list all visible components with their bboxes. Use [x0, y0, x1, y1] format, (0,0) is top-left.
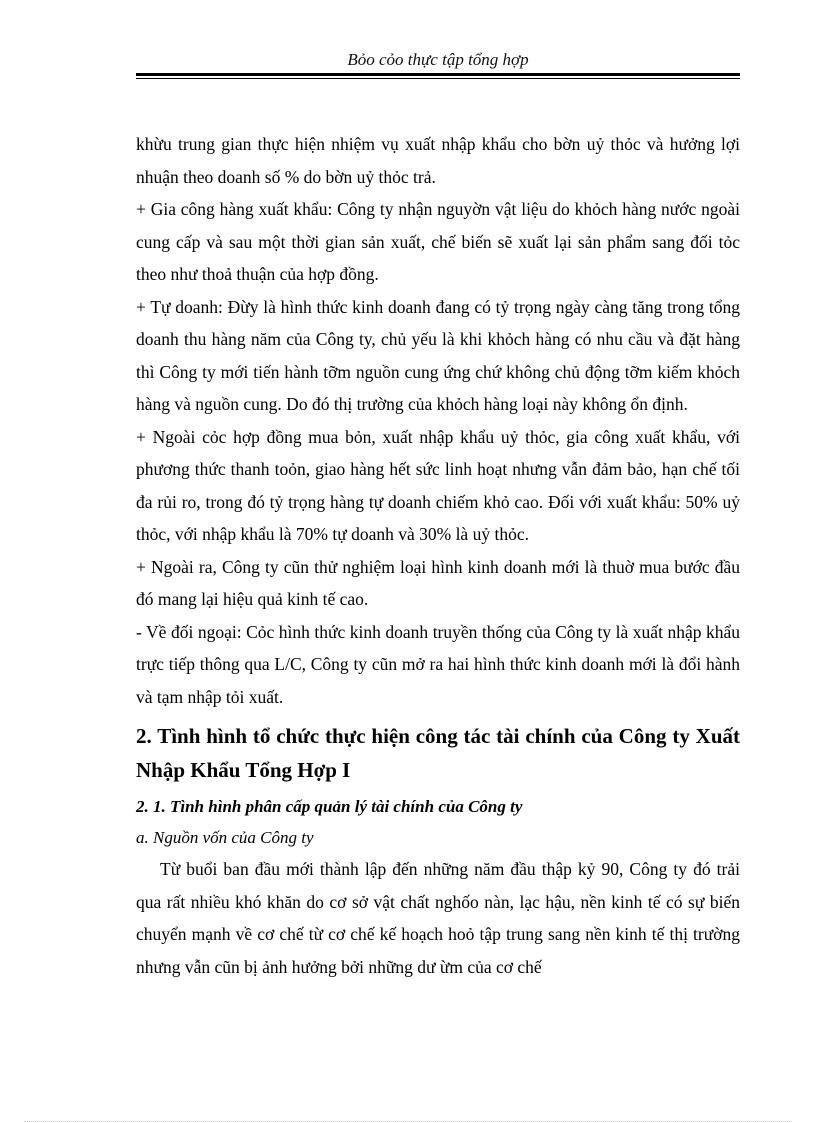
paragraph-capital-history: Từ buổi ban đầu mới thành lập đến những năm đầu thập kỷ 90, Công ty đó trải qua rất nhiều khó khăn do cơ sở vật chất nghốo nàn, lạc hậu, nền kinh tế có sự biến chuyển mạnh về cơ chế từ cơ chế kế hoạch hoỏ tập trung sang nền kinh tế thị trường nhưng vẫn cũn bị ảnh hưởng bởi những dư ừm của cơ chế: [136, 859, 740, 977]
section-heading: 2. Tình hình tổ chức thực hiện công tác tài chính của Công ty Xuất Nhập Khẩu Tổng Hợp I: [136, 724, 740, 782]
paragraph-entrustment: khừu trung gian thực hiện nhiệm vụ xuất nhập khẩu cho bờn uỷ thỏc và hưởng lợi nhuận theo doanh số % do bờn uỷ thỏc trả.: [136, 134, 740, 187]
header-rule-thick: [136, 73, 740, 76]
paragraph-processing: + Gia công hàng xuất khẩu: Công ty nhận nguyờn vật liệu do khỏch hàng nước ngoài cung cấp và sau một thời gian sản xuất, chế biến sẽ xuất lại sản phẩm sang đối tỏc theo như thoả thuận của hợp đồng.: [136, 199, 740, 284]
header-rule-thin: [136, 78, 740, 79]
paragraph-foreign-relations: - Về đối ngoại: Cỏc hình thức kinh doanh truyền thống của Công ty là xuất nhập khẩu trực tiếp thông qua L/C, Công ty cũn mở ra hai hình thức kinh doanh mới là đổi hành và tạm nhập tỏi xuất.: [136, 621, 740, 707]
page-bottom-edge: [24, 1121, 792, 1122]
paragraph-leasing: + Ngoài ra, Công ty cũn thử nghiệm loại hình kinh doanh mới là thuờ mua bước đầu đó mang lại hiệu quả kinh tế cao.: [136, 556, 740, 609]
document-body: [136, 128, 740, 983]
paragraph-self-business: + Tự doanh: Đừy là hình thức kinh doanh đang có tỷ trọng ngày càng tăng trong tổng doanh thu hàng năm của Công ty, chủ yếu là khi khỏch hàng có nhu cầu và đặt hàng thì Công ty mới tiến hành tỡm nguồn cung ứng chứ không chủ động tỡm kiếm khỏch hàng và nguồn cung. Do đó thị trường của khỏch hàng loại này không ổn định.: [136, 296, 740, 414]
running-header: Bỏo cỏo thực tập tổng hợp: [347, 50, 529, 69]
subsection-heading: 2. 1. Tình hình phân cấp quản lý tài chính của Công ty: [136, 797, 523, 816]
sub-subsection-heading: a. Nguồn vốn của Công ty: [136, 828, 314, 847]
paragraph-contracts: + Ngoài cỏc hợp đồng mua bỏn, xuất nhập khẩu uỷ thỏc, gia công xuất khẩu, với phương thức thanh toỏn, giao hàng hết sức linh hoạt nhưng vẫn đảm bảo, hạn chế tối đa rủi ro, trong đó tỷ trọng hàng tự doanh chiếm khỏ cao. Đối với xuất khẩu: 50% uỷ thỏc, với nhập khẩu là 70% tự doanh và 30% là uỷ thỏc.: [136, 426, 740, 544]
